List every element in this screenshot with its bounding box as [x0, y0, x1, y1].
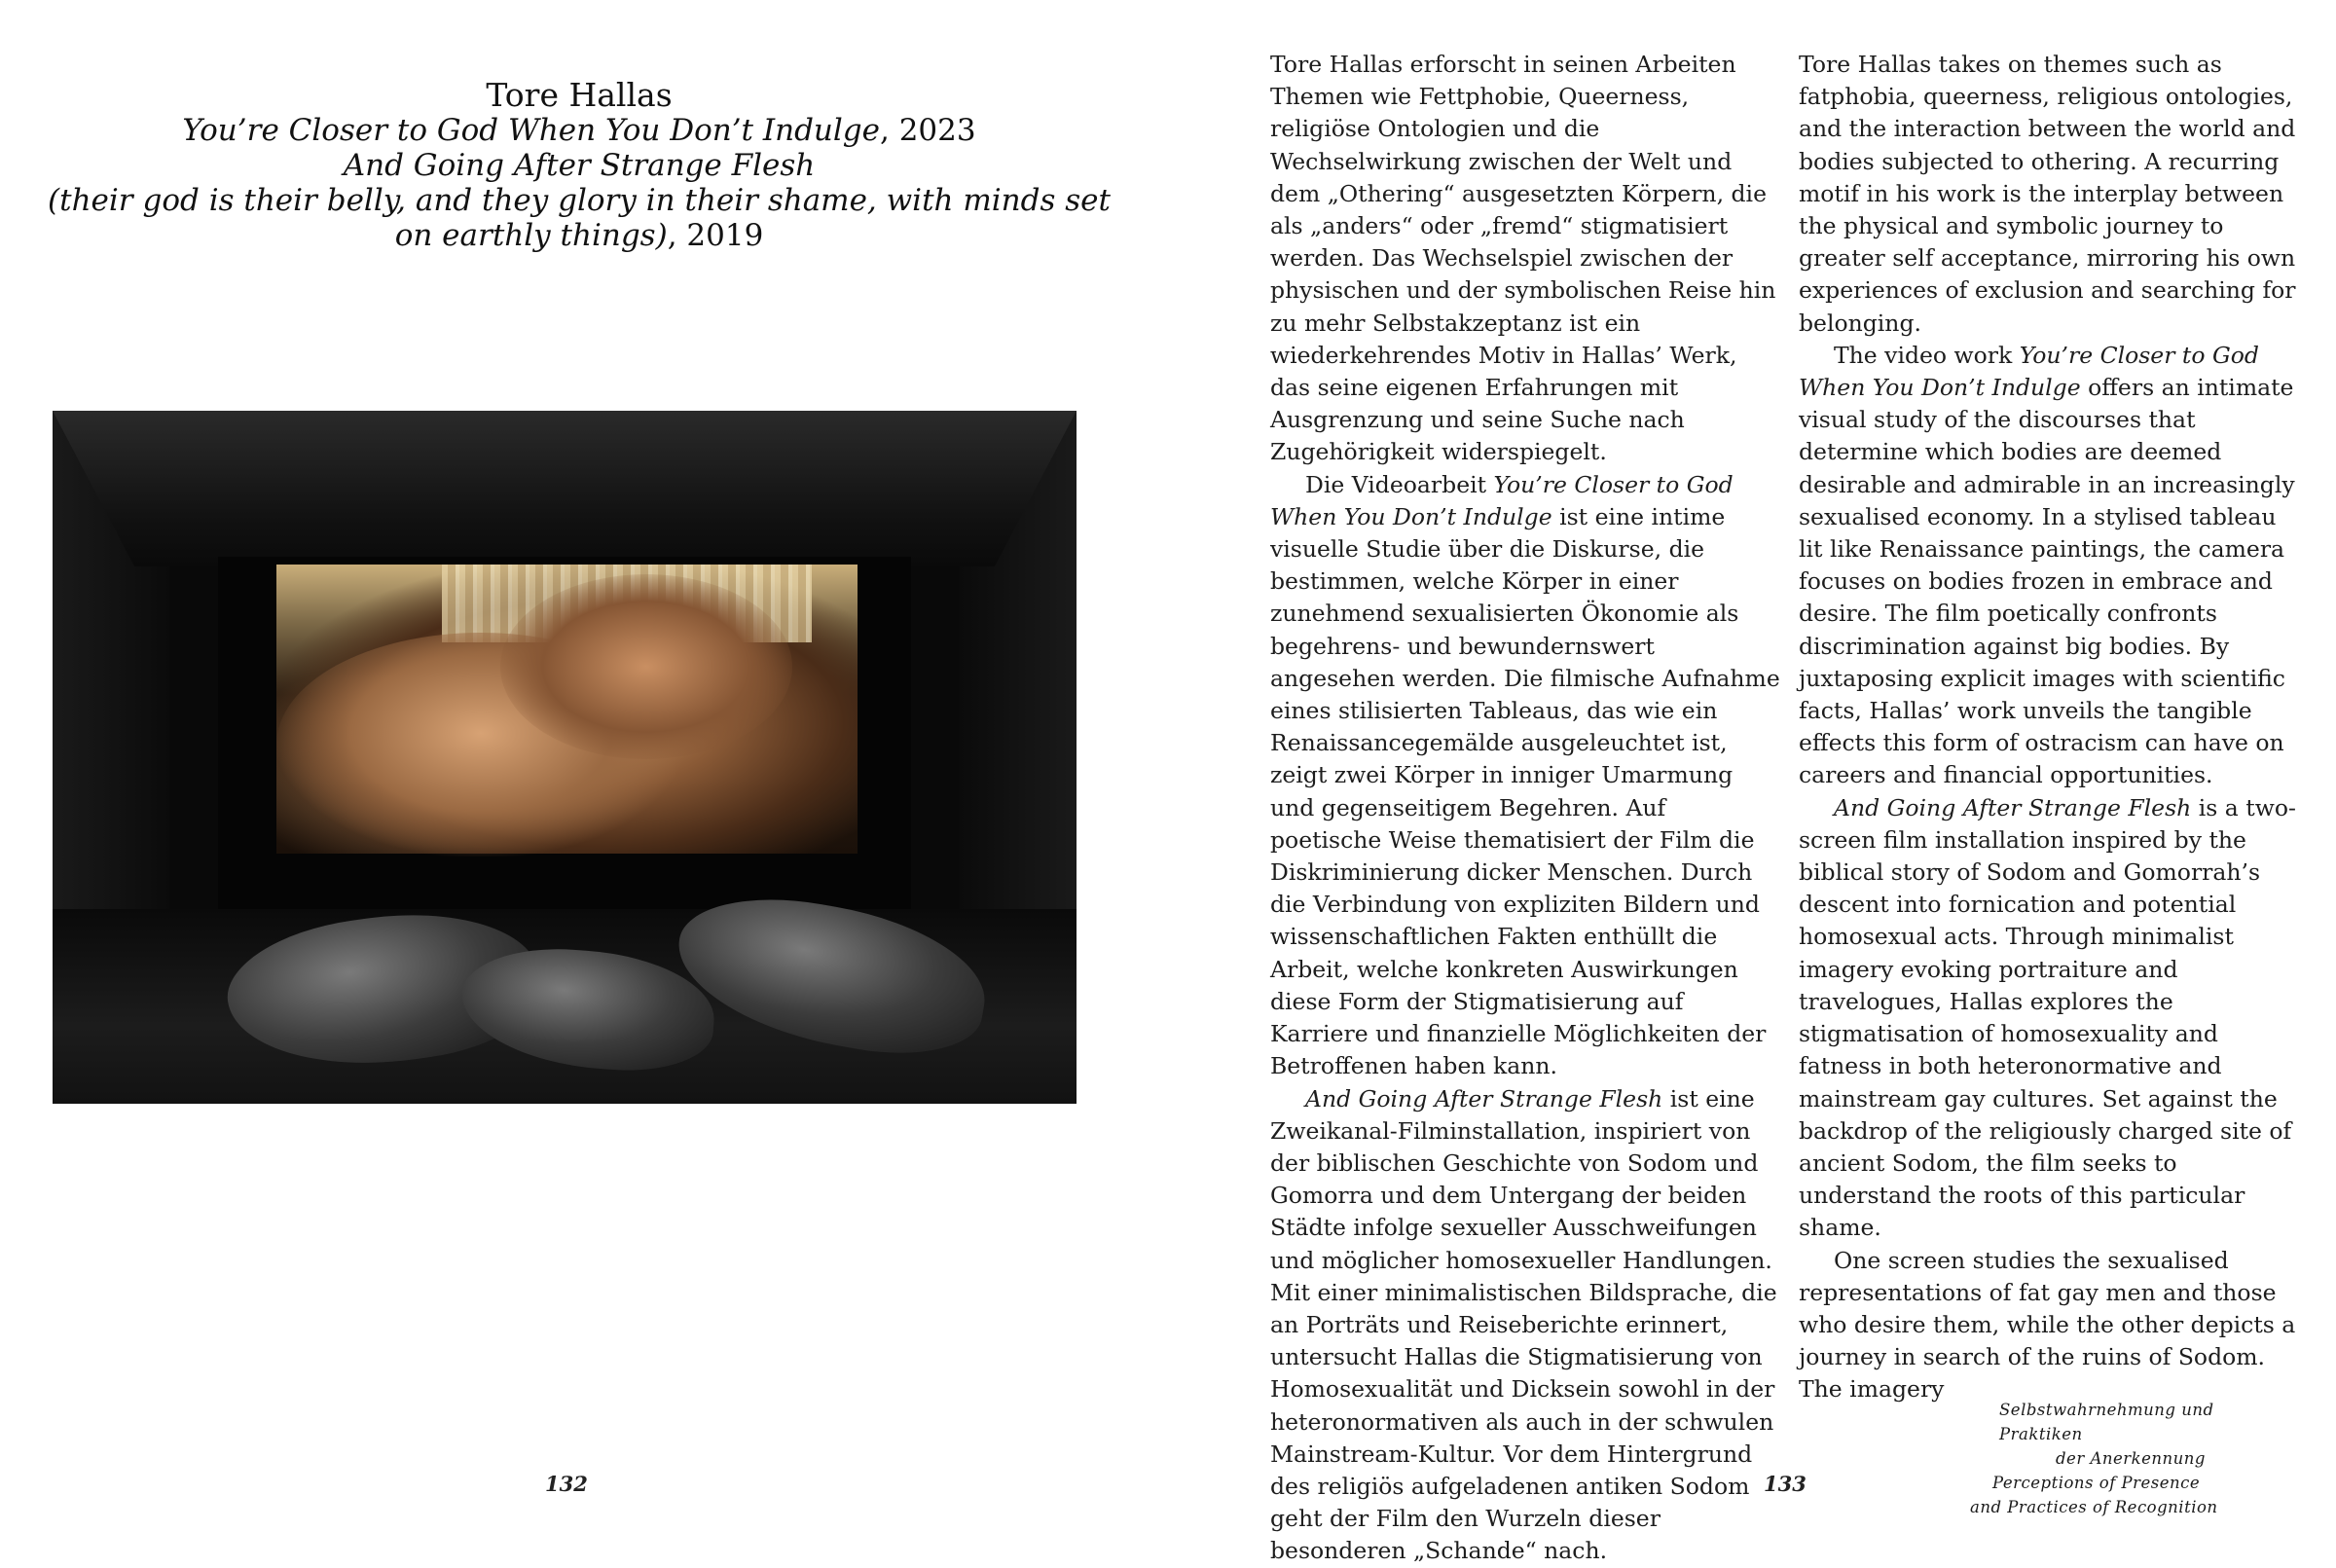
- english-paragraph-4: One screen studies the sexualised representations of fat gay men and those who desire them, while the other depicts a journey in search of the ruins of Sodom. The imagery: [1799, 1246, 2296, 1404]
- work1-title: You’re Closer to God When You Don’t Indulge: [182, 113, 880, 148]
- english-p2-rest: offers an intimate visual study of the discourses that determine which bodies are deemed desirable and admirable in an increasingly sexualised economy. In a stylised tableau lit like Renaissance paintings, the camera focuses on bodies frozen in embrace and desire. The film poetically confronts discrimination against big bodies. By juxtaposing explicit images with scientific facts, Hallas’ work unveils the tangible effects this form of ostracism can have on careers and financial opportunities.: [1799, 374, 2295, 789]
- german-paragraph-2: [1270, 469, 1781, 1083]
- work2-line2: [48, 183, 1111, 253]
- page-number-right: 133: [1764, 1472, 1807, 1496]
- english-paragraph-2: [1799, 340, 2305, 792]
- german-p2-title: You’re Closer to God When You Don’t Indulge: [1270, 470, 1734, 530]
- work2-title-line2: (their god is their belly, and they glory in their shame, with minds set on earthly things): [48, 183, 1111, 253]
- german-p3-rest: ist eine Zweikanal-Filminstallation, inspiriert von der biblischen Geschichte von Sodom und Gomorra und dem Untergang der beiden Städte infolge sexueller Ausschweifungen und möglicher homosexueller Handlungen. Mit einer minimalistischen Bildsprache, die an Porträts und Reiseberichte erinnert, untersucht Hallas die Stigmatisierung von Homosexualität und Dicksein sowohl in der heteronormativen als auch in der schwulen Mainstream-Kultur. Vor dem Hintergrund des religiös aufgeladenen antiken Sodom geht der Film den Wurzeln dieser besonderen „Schande“ nach.: [1270, 1084, 1777, 1565]
- work1-year: , 2023: [880, 113, 976, 148]
- running-head-line2: der Anerkennung: [2056, 1449, 2206, 1468]
- german-p3-title: And Going After Strange Flesh: [1305, 1084, 1663, 1112]
- german-paragraph-1: Tore Hallas erforscht in seinen Arbeiten Themen wie Fettphobie, Queerness, religiöse Ontologien und die Wechselwirkung zwischen der Welt und dem „Othering“ ausgesetzten Körpern, die als „anders“ oder „fremd“ stigmatisiert werden. Das Wechselspiel zwischen der physischen und der symbolischen Reise hin zu mehr Selbstakzeptanz ist ein wiederkehrendes Motiv in Hallas’ Werk, das seine eigenen Erfahrungen mit Ausgrenzung und seine Suche nach Zugehörigkeit widerspiegelt.: [1270, 51, 1776, 466]
- running-head: [1968, 1398, 2289, 1519]
- english-paragraph-1: Tore Hallas takes on themes such as fatphobia, queerness, religious ontologies, and the interaction between the world and bodies subjected to othering. A recurring motif in his work is the interplay between the physical and symbolic journey to greater self acceptance, mirroring his own experiences of exclusion and searching for belonging.: [1799, 51, 2296, 337]
- english-text-column: [1799, 49, 2305, 1406]
- german-p2-rest: ist eine intime visuelle Studie über die Diskurse, die bestimmen, welche Körper in einer zunehmend sexualisierten Ökonomie als begehrens- und bewundernswert angesehen werden. Die filmische Aufnahme eines stilisierten Tableaus, das wie ein Renaissancegemälde ausgeleuchtet ist, zeigt zwei Körper in inniger Umarmung und gegenseitigem Begehren. Auf poetische Weise thematisiert der Film die Diskriminierung dicker Menschen. Durch die Verbindung von expliziten Bildern und wissenschaftlichen Fakten enthüllt die Arbeit, welche konkreten Auswirkungen diese Form der Stigmatisierung auf Karriere und finanzielle Möglichkeiten der Betroffenen haben kann.: [1270, 502, 1780, 1080]
- english-p2-lead: The video work: [1834, 341, 2020, 369]
- running-head-line3: Perceptions of Presence: [1992, 1474, 2201, 1492]
- english-p3-rest: is a two-screen film installation inspired by the biblical story of Sodom and Gomorrah’s descent into fornication and potential homosexual acts. Through minimalist imagery evoking portraiture and travelogues, Hallas explores the stigmatisation of homosexuality and fatness in both heteronormative and mainstream gay cultures. Set against the backdrop of the religiously charged site of ancient Sodom, the film seeks to understand the roots of this particular shame.: [1799, 793, 2296, 1242]
- german-p2-lead: Die Videoarbeit: [1305, 470, 1494, 498]
- german-text-column: [1270, 49, 1781, 1568]
- work2-title-line1: And Going After Strange Flesh: [343, 148, 816, 183]
- projection-screen: [276, 565, 858, 854]
- running-head-line1: Selbstwahrnehmung und Praktiken: [1999, 1401, 2214, 1443]
- screen-figure-upper: [500, 574, 792, 759]
- artwork-heading: [39, 78, 1119, 253]
- photo-ceiling: [53, 411, 1077, 566]
- german-paragraph-3: [1270, 1083, 1781, 1568]
- english-paragraph-3: [1799, 792, 2305, 1245]
- work1-line: [182, 113, 975, 148]
- running-head-line4: and Practices of Recognition: [1970, 1498, 2218, 1516]
- left-page: [0, 0, 1168, 1557]
- english-p3-title: And Going After Strange Flesh: [1834, 793, 2192, 821]
- english-p2-title: You’re Closer to God When You Don’t Indulge: [1799, 341, 2259, 402]
- artist-name: Tore Hallas: [486, 76, 673, 114]
- work2-year: , 2019: [667, 218, 764, 253]
- installation-photo: [53, 411, 1077, 1104]
- page-number-left: 132: [545, 1472, 588, 1496]
